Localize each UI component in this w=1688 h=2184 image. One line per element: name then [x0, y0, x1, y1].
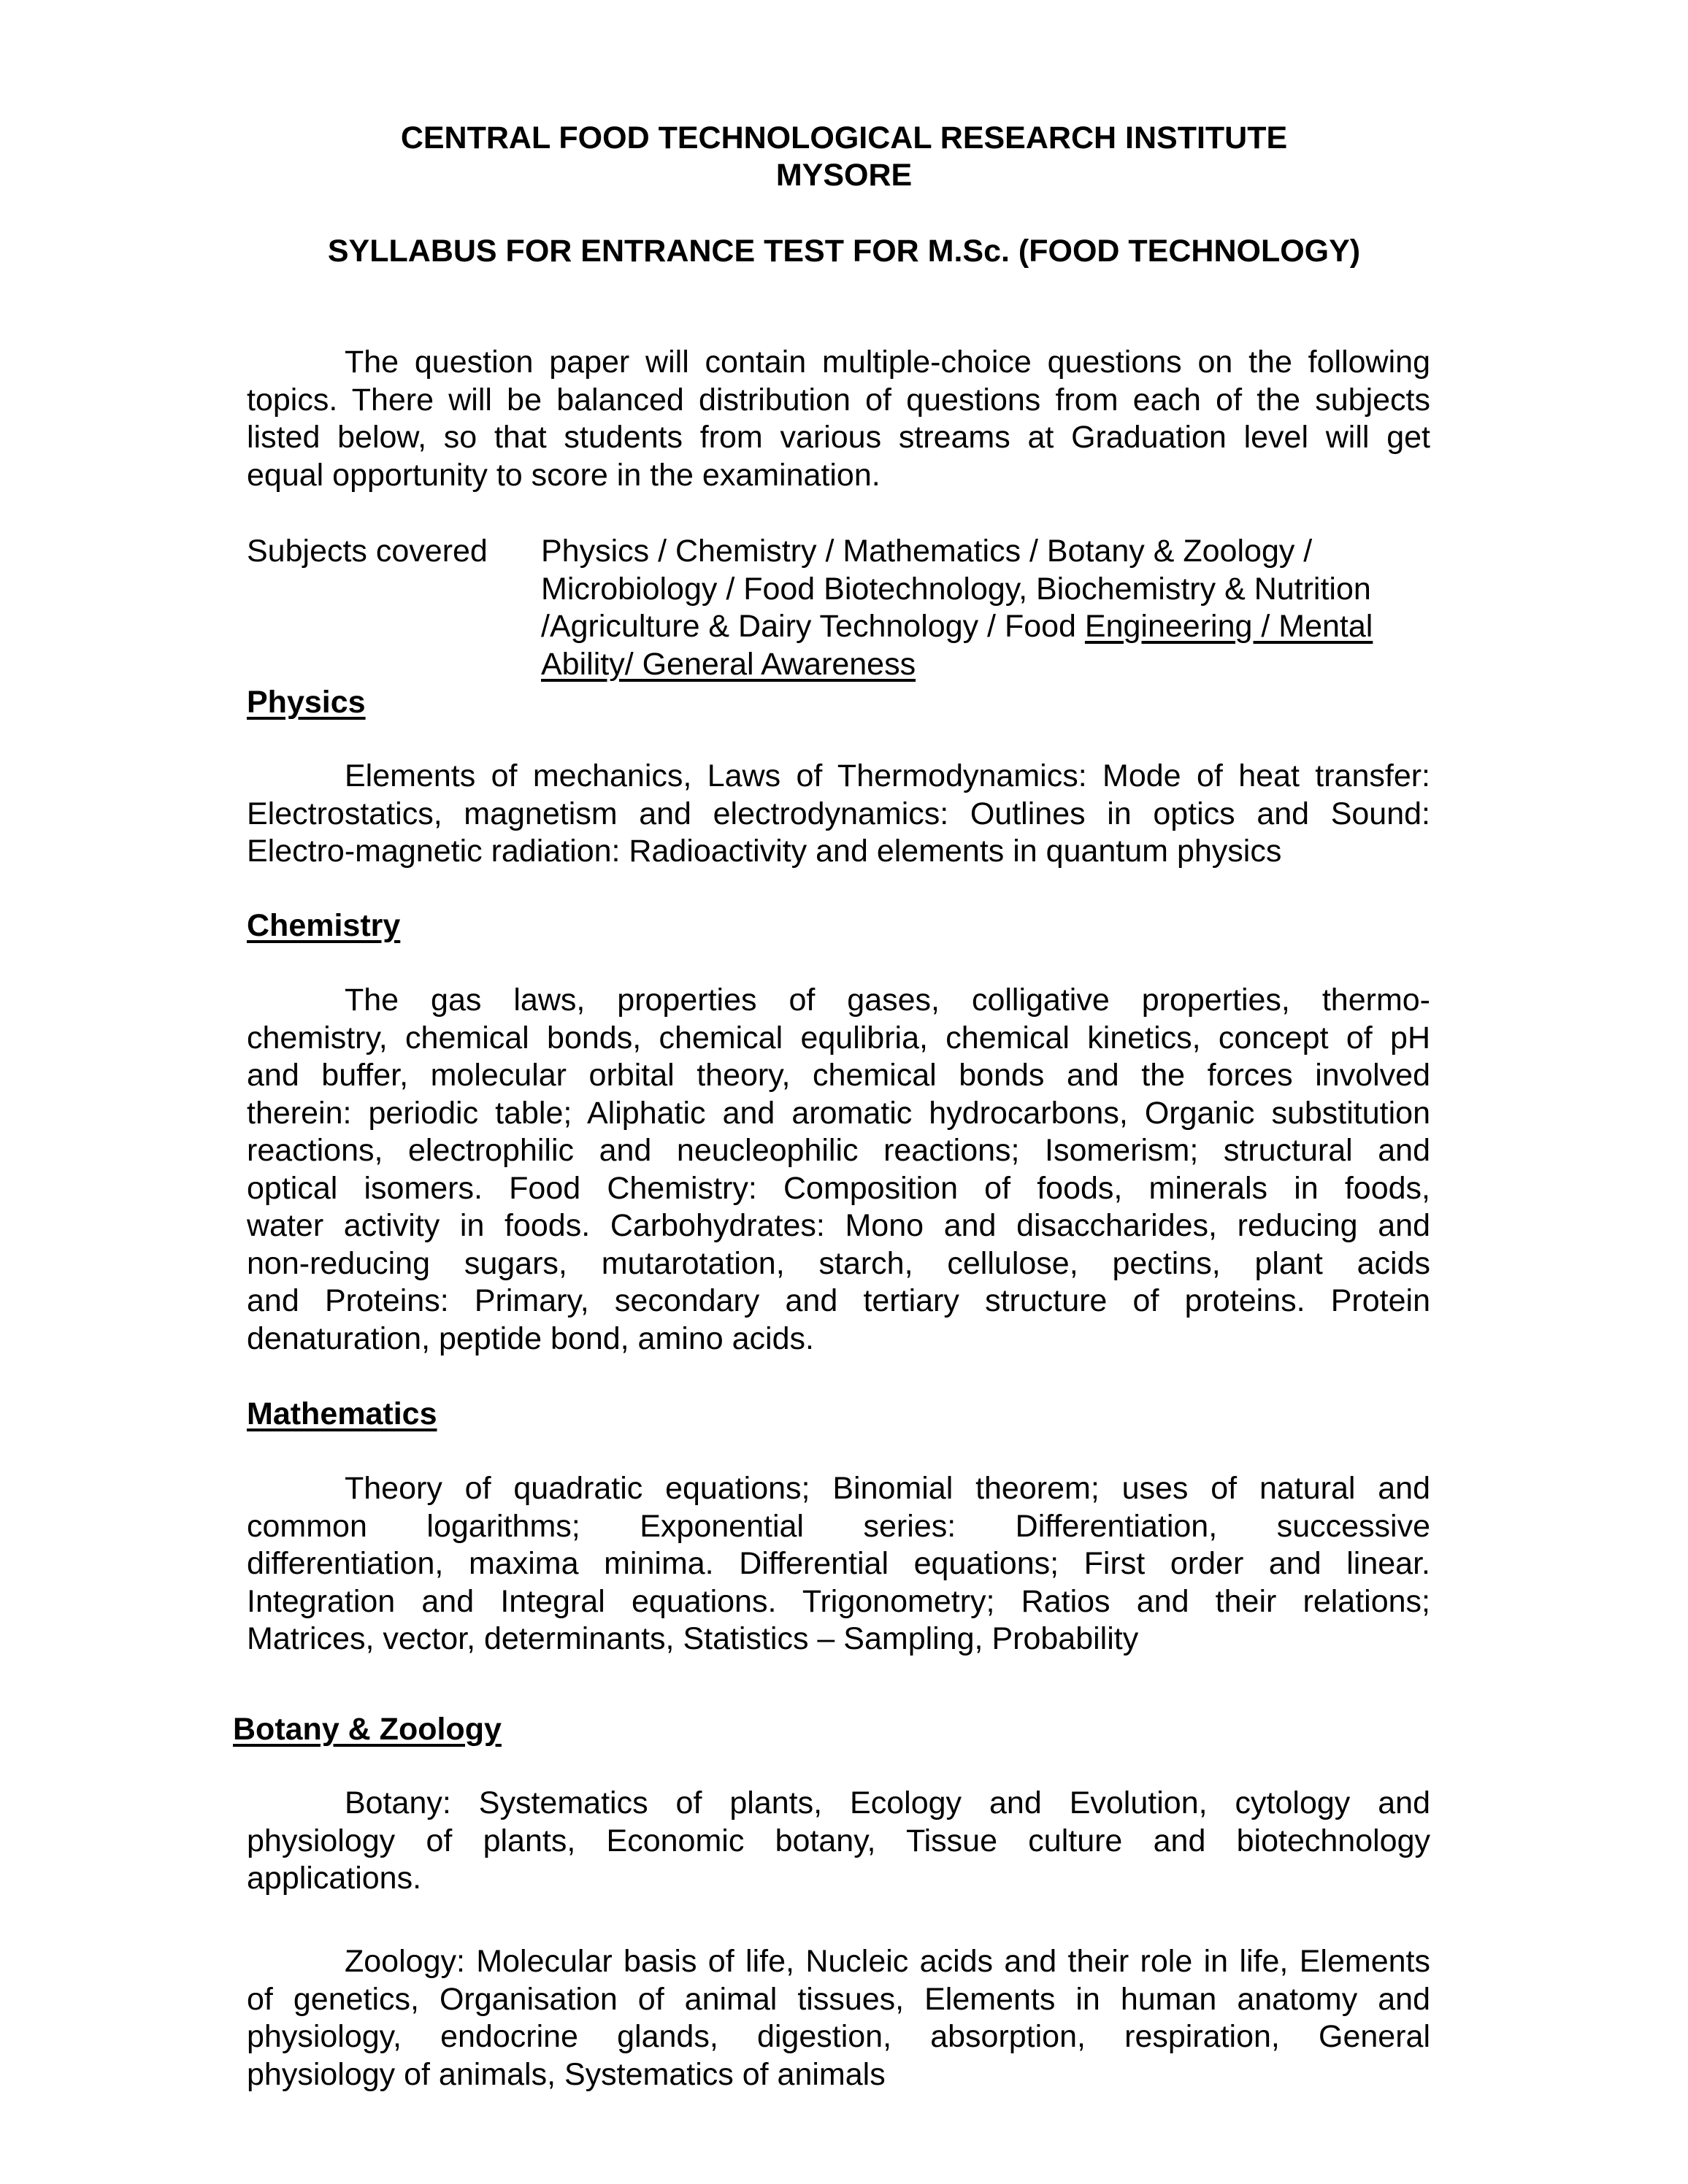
paragraph-line: common logarithms; Exponential series: Differentiation, successive: [247, 1508, 1430, 1544]
physics-paragraph: [247, 758, 1430, 871]
chemistry-paragraph: [247, 982, 1430, 1358]
paragraph-line: and Proteins: Primary, secondary and tertiary structure of proteins. Protein: [247, 1283, 1430, 1318]
subjects-line: Microbiology / Food Biotechnology, Biochemistry & Nutrition: [541, 571, 1371, 607]
paragraph-line: differentiation, maxima minima. Differential equations; First order and linear.: [247, 1546, 1430, 1581]
paragraph-line: and buffer, molecular orbital theory, chemical bonds and the forces involved: [247, 1058, 1430, 1093]
paragraph-line: non-reducing sugars, mutarotation, starch, cellulose, pectins, plant acids: [247, 1245, 1430, 1281]
subjects-underlined-text: Engineering / Mental: [1084, 609, 1373, 644]
paragraph-line: The question paper will contain multiple-choice questions on the following: [345, 345, 1430, 380]
paragraph-line: Botany: Systematics of plants, Ecology and Evolution, cytology and: [345, 1785, 1430, 1820]
mathematics-heading: Mathematics: [247, 1396, 437, 1431]
paragraph-line: applications.: [247, 1861, 422, 1896]
subjects-text: /Agriculture & Dairy Technology / Food: [541, 609, 1085, 644]
subjects-line: [541, 608, 1373, 646]
paragraph-line: optical isomers. Food Chemistry: Composition of foods, minerals in foods,: [247, 1170, 1430, 1206]
paragraph-line: water activity in foods. Carbohydrates: Mono and disaccharides, reducing and: [247, 1208, 1430, 1243]
paragraph-line: denaturation, peptide bond, amino acids.: [247, 1320, 814, 1356]
paragraph-line: physiology of plants, Economic botany, Tissue culture and biotechnology: [247, 1823, 1430, 1858]
paragraph-line: Theory of quadratic equations; Binomial theorem; uses of natural and: [345, 1471, 1430, 1506]
paragraph-line: topics. There will be balanced distribution of questions from each of the subjects: [247, 382, 1430, 418]
institute-city: MYSORE: [775, 158, 913, 193]
paragraph-line: chemistry, chemical bonds, chemical equlibria, chemical kinetics, concept of pH: [247, 1020, 1430, 1056]
paragraph-line: physiology of animals, Systematics of animals: [247, 2056, 886, 2092]
physics-heading: Physics: [247, 685, 366, 720]
paragraph-line: equal opportunity to score in the examination.: [247, 457, 881, 493]
subjects-label: Subjects covered: [247, 534, 488, 569]
paragraph-line: of genetics, Organisation of animal tissues, Elements in human anatomy and: [247, 1981, 1430, 2017]
paragraph-line: Elements of mechanics, Laws of Thermodynamics: Mode of heat transfer:: [345, 758, 1430, 793]
paragraph-line: Zoology: Molecular basis of life, Nucleic acids and their role in life, Elements: [345, 1944, 1430, 1979]
paragraph-line: Integration and Integral equations. Trigonometry; Ratios and their relations;: [247, 1583, 1430, 1619]
paragraph-line: The gas laws, properties of gases, colligative properties, thermo-: [345, 983, 1430, 1018]
botany-paragraph: [247, 1785, 1430, 1898]
paragraph-line: reactions, electrophilic and neucleophilic reactions; Isomerism; structural and: [247, 1133, 1430, 1168]
paragraph-line: Matrices, vector, determinants, Statistics – Sampling, Probability: [247, 1621, 1139, 1656]
paragraph-line: therein: periodic table; Aliphatic and aromatic hydrocarbons, Organic substitution: [247, 1095, 1430, 1131]
paragraph-line: listed below, so that students from various streams at Graduation level will get: [247, 420, 1430, 455]
paragraph-line: physiology, endocrine glands, digestion, absorption, respiration, General: [247, 2019, 1430, 2054]
institute-title: CENTRAL FOOD TECHNOLOGICAL RESEARCH INSTITUTE: [400, 120, 1288, 155]
zoology-paragraph: [247, 1943, 1430, 2093]
subjects-underlined-text: Ability/ General Awareness: [541, 646, 916, 682]
paragraph-line: Electrostatics, magnetism and electrodynamics: Outlines in optics and Sound:: [247, 796, 1430, 831]
mathematics-paragraph: [247, 1470, 1430, 1658]
paragraph-line: Electro-magnetic radiation: Radioactivity and elements in quantum physics: [247, 834, 1282, 869]
subjects-list: [541, 533, 1373, 683]
subjects-line: Physics / Chemistry / Mathematics / Botany & Zoology /: [541, 534, 1313, 569]
document-subtitle: SYLLABUS FOR ENTRANCE TEST FOR M.Sc. (FOOD TECHNOLOGY): [327, 234, 1361, 269]
intro-paragraph: [247, 344, 1430, 494]
chemistry-heading: Chemistry: [247, 908, 401, 943]
botany-zoology-heading: Botany & Zoology: [233, 1712, 502, 1747]
